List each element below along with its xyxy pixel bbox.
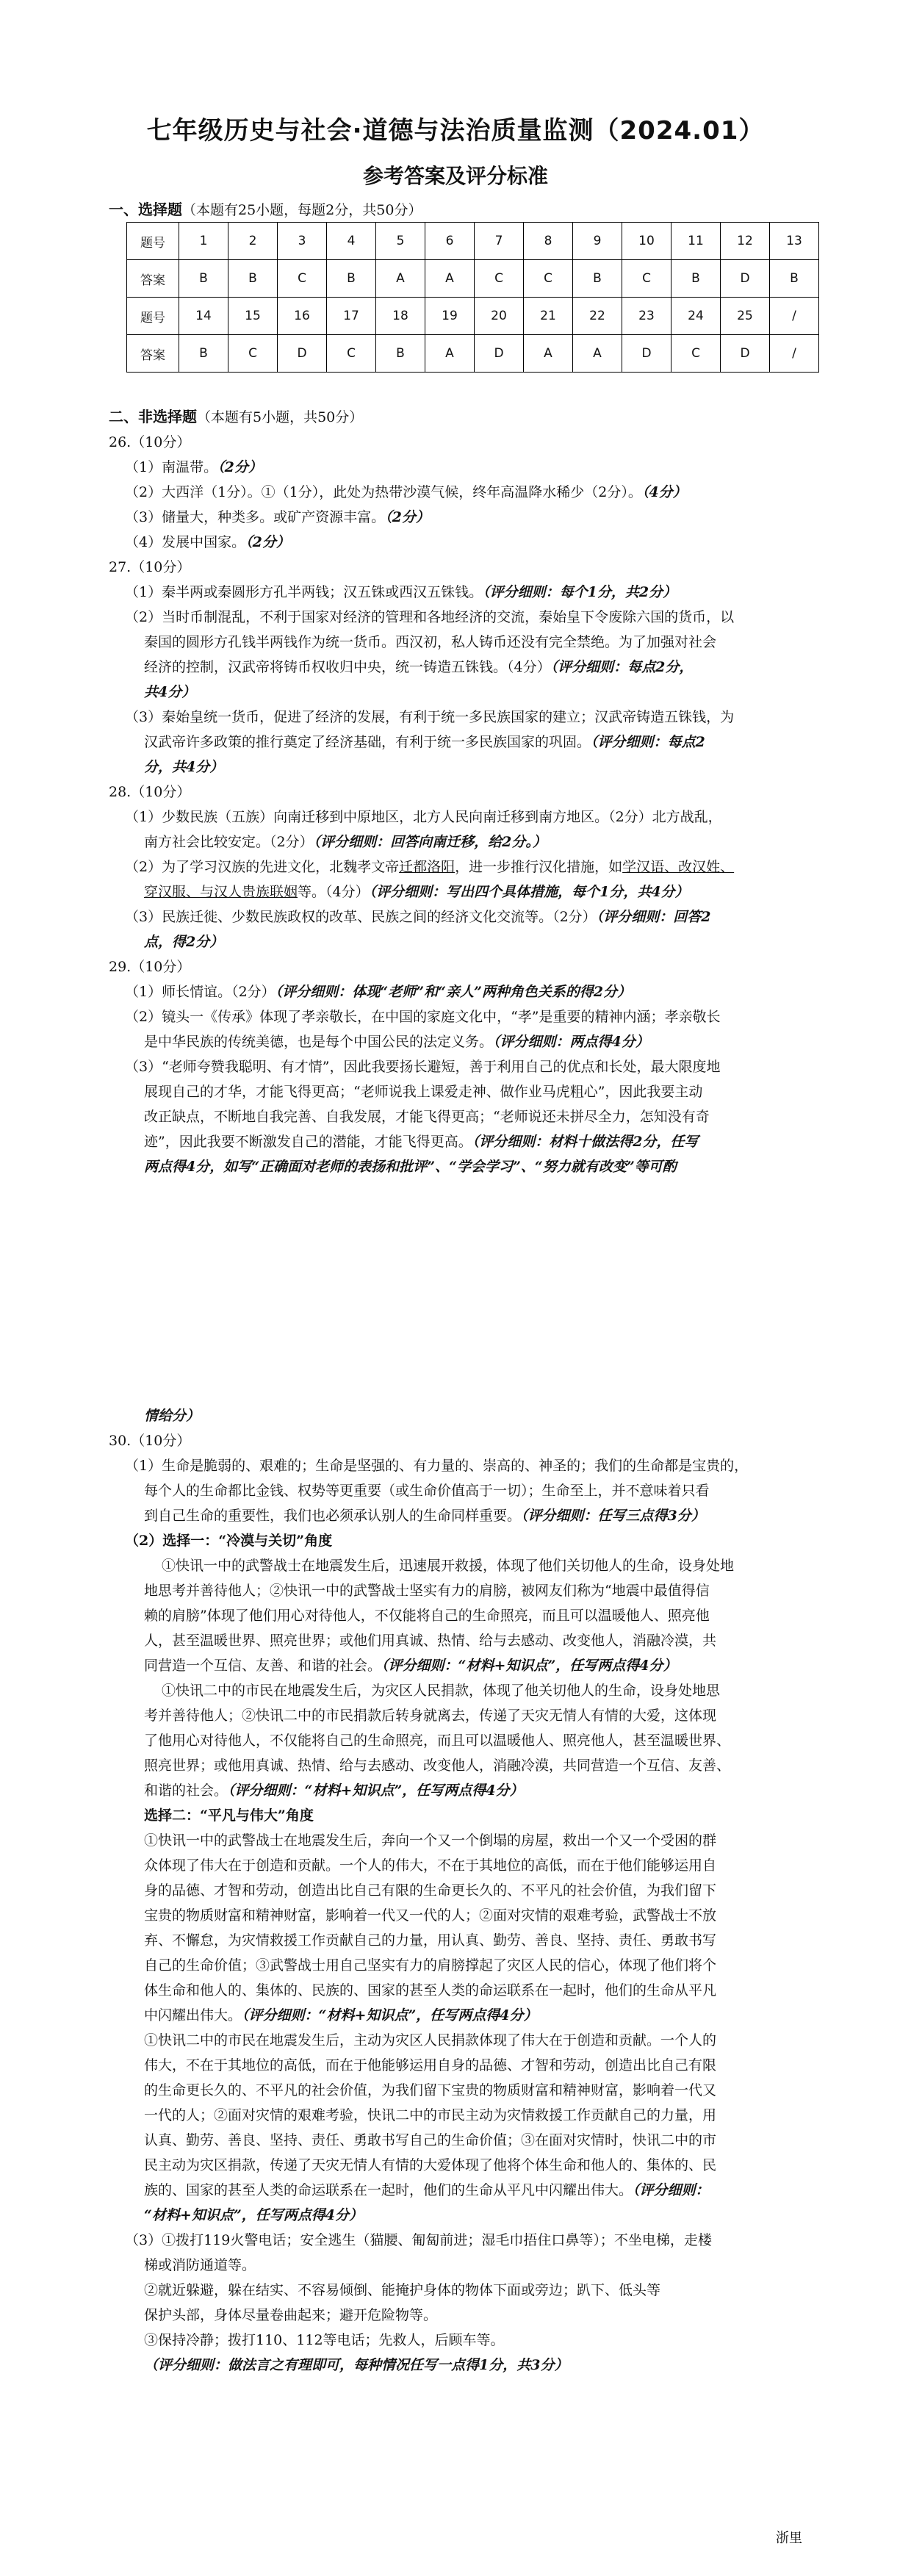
- answer-text: 迹”，因此我要不断激发自己的潜能，才能飞得更高。: [144, 1134, 472, 1150]
- table-cell: C: [228, 335, 278, 373]
- table-cell: 10: [622, 223, 671, 260]
- score-note: （评分细则：体现“老师”和“亲人”两种角色关系的得2分）: [275, 984, 632, 1000]
- answer-line: [109, 830, 807, 855]
- table-cell: D: [475, 335, 524, 373]
- section2-title: 二、非选择题: [109, 408, 197, 425]
- table-cell: B: [179, 260, 228, 298]
- answer-line: [109, 2003, 807, 2028]
- table-cell: /: [770, 335, 819, 373]
- table-cell: 19: [425, 298, 475, 335]
- answer-line: [109, 879, 807, 904]
- score-note: （评分细则：“材料+知识点”，任写两点得4分）: [381, 1658, 677, 1674]
- answer-line: 众体现了伟大在于创造和贡献。一个人的伟大，不在于其地位的高低，而在于他们能够运用自: [144, 1857, 717, 1874]
- score-note: （2分）: [385, 509, 430, 525]
- score-note: （评分细则：做法言之有理即可，每种情况任写一点得1分，共3分）: [144, 2357, 569, 2373]
- score-note: “材料+知识点”，任写两点得4分）: [144, 2207, 363, 2223]
- table-row: [127, 223, 819, 260]
- table-cell: 4: [327, 223, 376, 260]
- answer-text: （3）民族迁徙、少数民族政权的改革、民族之间的经济文化交流等。（2分）: [125, 909, 597, 925]
- table-cell: C: [327, 335, 376, 373]
- answer-line: （3）“老师夸赞我聪明、有才情”，因此我要扬长避短，善于利用自己的优点和长处，最大限度地: [125, 1059, 721, 1075]
- table-cell: 22: [573, 298, 622, 335]
- answer-line: 了他用心对待他人，不仅能将自己的生命照亮，而且可以温暖他人、照亮他人，甚至温暖世界、: [144, 1733, 731, 1749]
- table-cell: B: [327, 260, 376, 298]
- table-cell: C: [671, 335, 721, 373]
- table-cell: B: [573, 260, 622, 298]
- table-cell: 7: [475, 223, 524, 260]
- table-cell: 18: [376, 298, 425, 335]
- answer-text: （2）大西洋（1分）。①（1分），此处为热带沙漠气候，终年高温降水稀少（2分）。: [125, 484, 642, 500]
- answer-line: [109, 455, 807, 480]
- answer-text: 到自己生命的重要性，我们也必须承认别人的生命同样重要。: [144, 1508, 522, 1524]
- section2-note: （本题有5小题，共50分）: [197, 409, 364, 425]
- answer-line: [109, 1778, 807, 1803]
- answer-line: [109, 1029, 807, 1054]
- answer-line: [109, 904, 807, 929]
- answer-line: 的生命更长久的、不平凡的社会价值，为我们留下宝贵的物质财富和精神财富，影响着一代又: [144, 2082, 717, 2098]
- table-cell: 3: [278, 223, 327, 260]
- table-cell: A: [425, 335, 475, 373]
- q26-head: 26.（10分）: [109, 434, 191, 450]
- q28-head: 28.（10分）: [109, 784, 191, 800]
- answer-text: （1）南温带。: [125, 459, 218, 475]
- table-cell: A: [573, 335, 622, 373]
- answer-line: 考并善待他人；②快讯二中的市民捐款后转身就离去，传递了天灾无情人有情的大爱，这体现: [144, 1708, 717, 1724]
- answer-line: 梯或消防通道等。: [144, 2257, 256, 2273]
- score-note: （评分细则：回答向南迁移，给2分。）: [313, 834, 547, 850]
- answer-text: （4）发展中国家。: [125, 534, 246, 550]
- table-cell: 题号: [127, 223, 179, 260]
- table-cell: B: [770, 260, 819, 298]
- table-cell: 23: [622, 298, 671, 335]
- table-cell: C: [278, 260, 327, 298]
- score-note: （4分）: [641, 484, 687, 500]
- footer-mark: 浙里: [776, 2530, 802, 2546]
- answer-text: 南方社会比较安定。（2分）: [144, 834, 314, 850]
- answer-line: 地思考并善待他人；②快讯一中的武警战士坚实有力的肩膀，被网友们称为“地震中最值得信: [144, 1583, 710, 1599]
- page-subtitle: 参考答案及评分标准: [362, 164, 548, 188]
- q27-head: 27.（10分）: [109, 559, 191, 575]
- score-note: （评分细则：每个1分，共2分）: [483, 584, 677, 600]
- answer-line: （1）生命是脆弱的、艰难的；生命是坚强的、有力量的、崇高的、神圣的；我们的生命都是宝贵的，: [125, 1458, 749, 1474]
- answer-text: ，进一步推行汉化措施，如: [455, 859, 623, 875]
- answer-line: 认真、勤劳、善良、坚持、责任、勇敢书写自己的生命价值；③在面对灾情时，快讯二中的市: [144, 2132, 717, 2148]
- answer-line: 秦国的圆形方孔钱半两钱作为统一货币。西汉初，私人铸币还没有完全禁绝。为了加强对社会: [144, 634, 717, 650]
- score-note: （评分细则：两点得4分）: [493, 1034, 649, 1050]
- answer-line: [109, 655, 807, 680]
- table-cell: C: [475, 260, 524, 298]
- answer-line: 照亮世界；或他用真诚、热情、给与去感动、改变他人，消融冷漠，共同营造一个互信、友善、: [144, 1757, 731, 1774]
- table-cell: 25: [721, 298, 770, 335]
- answer-line: 自己的生命价值；③武警战士用自己坚实有力的肩膀撑起了灾区人民的信心，体现了他们将个: [144, 1957, 717, 1974]
- answer-text: 等。（4分）: [298, 884, 370, 900]
- answer-line: ③保持冷静；拨打110、112等电话；先救人，后顾车等。: [144, 2332, 505, 2348]
- table-cell: 14: [179, 298, 228, 335]
- answer-line: [109, 855, 807, 879]
- score-note: （2分）: [217, 459, 262, 475]
- table-cell: C: [524, 260, 573, 298]
- answer-line: （3）秦始皇统一货币，促进了经济的发展，有利于统一多民族国家的建立；汉武帝铸造五铢钱，为: [125, 709, 735, 725]
- answer-line: 保护头部，身体尽量卷曲起来；避开危险物等。: [144, 2307, 438, 2323]
- option-label: （2）选择一：“冷漠与关切”角度: [125, 1533, 333, 1549]
- answer-text: 是中华民族的传统美德，也是每个中国公民的法定义务。: [144, 1034, 494, 1050]
- answer-text: （3）储量大，种类多。或矿产资源丰富。: [125, 509, 386, 525]
- answer-text: （1）师长情谊。（2分）: [125, 984, 276, 1000]
- section2: [109, 404, 807, 1179]
- score-note: （评分细则：任写三点得3分）: [521, 1508, 705, 1524]
- answer-line: ①快讯一中的武警战士在地震发生后，迅速展开救援，体现了他们关切他人的生命，设身处地: [162, 1558, 735, 1574]
- table-cell: A: [376, 260, 425, 298]
- table-cell: 答案: [127, 260, 179, 298]
- answer-line: （1）少数民族（五族）向南迁移到中原地区，北方人民向南迁移到南方地区。（2分）北方战乱，: [125, 809, 722, 825]
- score-note: （评分细则：写出四个具体措施，每个1分，共4分）: [369, 884, 689, 900]
- table-cell: B: [671, 260, 721, 298]
- score-note: 两点得4分，如写“正确面对老师的表扬和批评”、“学会学习”、“努力就有改变”等可酌: [144, 1159, 677, 1175]
- section2-heading: [109, 404, 807, 430]
- table-cell: 答案: [127, 335, 179, 373]
- section1-note: （本题有25小题，每题2分，共50分）: [182, 202, 422, 218]
- underlined-text: 穿汉服、与汉人贵族联姻: [144, 884, 298, 900]
- answer-line: 改正缺点，不断地自我完善、自我发展，才能飞得更高；“老师说还未拼尽全力，怎知没有奇: [144, 1109, 710, 1125]
- table-cell: B: [376, 335, 425, 373]
- answer-line: [109, 480, 807, 505]
- table-cell: 题号: [127, 298, 179, 335]
- section2-continued: [109, 1403, 807, 2378]
- answer-text: 经济的控制，汉武帝将铸币权收归中央，统一铸造五铢钱。（4分）: [144, 659, 551, 675]
- answer-text: 同营造一个互信、友善、和谐的社会。: [144, 1658, 382, 1674]
- answer-line: （3）①拨打119火警电话；安全逃生（猫腰、匍匐前进；湿毛巾捂住口鼻等）；不坐电梯，走楼: [125, 2232, 712, 2248]
- answer-line: 体生命和他人的、集体的、民族的、国家的甚至人类的命运联系在一起时，他们的生命从平凡: [144, 1982, 717, 1998]
- answer-text: 族的、国家的甚至人类的命运联系在一起时，他们的生命从平凡中闪耀出伟大。: [144, 2182, 633, 2198]
- answer-line: [109, 2178, 807, 2203]
- score-note: （评分细则：每点2分，: [550, 659, 694, 675]
- answer-line: [109, 1503, 807, 1528]
- answer-line: [109, 1653, 807, 1678]
- score-note: 点，得2分）: [144, 934, 224, 950]
- score-note: （评分细则：“材料+知识点”，任写两点得4分）: [242, 2007, 538, 2023]
- answer-line: [109, 730, 807, 755]
- score-note: 分，共4分）: [144, 759, 224, 775]
- answer-line: 赖的肩膀”体现了他们用心对待他人，不仅能将自己的生命照亮，而且可以温暖他人、照亮他: [144, 1608, 710, 1624]
- answer-line: [109, 505, 807, 530]
- table-row: [127, 335, 819, 373]
- answer-line: 伟大，不在于其地位的高低，而在于他能够运用自身的品德、才智和劳动，创造出比自己有限: [144, 2057, 717, 2073]
- table-cell: D: [721, 335, 770, 373]
- table-cell: 11: [671, 223, 721, 260]
- answer-line: 展现自己的才华，才能飞得更高；“老师说我上课爱走神、做作业马虎粗心”，因此我要主动: [144, 1084, 703, 1100]
- answer-line: [109, 979, 807, 1004]
- score-note: （2分）: [245, 534, 290, 550]
- answer-line: 身的品德、才智和劳动，创造出比自己有限的生命更长久的、不平凡的社会价值，为我们留下: [144, 1882, 717, 1899]
- answer-line: [109, 1129, 807, 1154]
- answer-line: 弃、不懈怠，为灾情救援工作贡献自己的力量，用认真、勤劳、善良、坚持、责任、勇敢书写: [144, 1932, 717, 1949]
- table-cell: 17: [327, 298, 376, 335]
- answer-line: ①快讯一中的武警战士在地震发生后，奔向一个又一个倒塌的房屋，救出一个又一个受困的群: [144, 1832, 717, 1849]
- section1-heading: [109, 197, 807, 223]
- table-cell: D: [721, 260, 770, 298]
- underlined-text: 学汉语、改汉姓、: [622, 859, 735, 875]
- table-cell: 15: [228, 298, 278, 335]
- answer-line: 宝贵的物质财富和精神财富，影响着一代又一代的人；②面对灾情的艰难考验，武警战士不放: [144, 1907, 717, 1924]
- answer-line: ①快讯二中的市民在地震发生后，主动为灾区人民捐款体现了伟大在于创造和贡献。一个人的: [144, 2032, 717, 2048]
- answer-text: 汉武帝许多政策的推行奠定了经济基础，有利于统一多民族国家的巩固。: [144, 734, 591, 750]
- answer-line: 一代的人；②面对灾情的艰难考验，快讯二中的市民主动为灾情救援工作贡献自己的力量，用: [144, 2107, 717, 2123]
- table-cell: D: [622, 335, 671, 373]
- q29-head: 29.（10分）: [109, 959, 191, 975]
- table-cell: 20: [475, 298, 524, 335]
- answer-line: （2）当时币制混乱，不利于国家对经济的管理和各地经济的交流，秦始皇下令废除六国的货币，以: [125, 609, 735, 625]
- table-cell: 16: [278, 298, 327, 335]
- table-cell: 8: [524, 223, 573, 260]
- table-cell: 2: [228, 223, 278, 260]
- answer-text: （2）为了学习汉族的先进文化，北魏孝文帝: [125, 859, 400, 875]
- score-note: （评分细则：“材料+知识点”，任写两点得4分）: [228, 1782, 524, 1799]
- answer-line: 每个人的生命都比金钱、权势等更重要（或生命价值高于一切）；生命至上，并不意味着只看: [144, 1483, 710, 1499]
- table-cell: B: [179, 335, 228, 373]
- answer-text: （1）秦半两或秦圆形方孔半两钱；汉五铢或西汉五铢钱。: [125, 584, 483, 600]
- answer-table: [126, 222, 819, 373]
- table-cell: B: [228, 260, 278, 298]
- table-cell: A: [524, 335, 573, 373]
- score-note: （评分细则：回答2: [596, 909, 711, 925]
- underlined-text: 迁都洛阳: [399, 859, 455, 875]
- table-cell: 21: [524, 298, 573, 335]
- table-row: [127, 260, 819, 298]
- page-title: 七年级历史与社会·道德与法治质量监测（2024.01）: [146, 116, 765, 145]
- score-note: 情给分）: [144, 1408, 201, 1424]
- score-note: （评分细则：材料十做法得2分，任写: [472, 1134, 699, 1150]
- table-row: [127, 298, 819, 335]
- table-cell: 5: [376, 223, 425, 260]
- table-cell: 1: [179, 223, 228, 260]
- table-cell: 9: [573, 223, 622, 260]
- score-note: （评分细则：每点2: [591, 734, 705, 750]
- answer-line: [109, 580, 807, 605]
- q30-head: 30.（10分）: [109, 1433, 191, 1449]
- answer-text: 中闪耀出伟大。: [144, 2007, 242, 2023]
- answer-text: 和谐的社会。: [144, 1782, 228, 1799]
- table-cell: /: [770, 298, 819, 335]
- table-cell: 24: [671, 298, 721, 335]
- section1-title: 一、选择题: [109, 201, 182, 218]
- table-cell: 6: [425, 223, 475, 260]
- answer-line: ②就近躲避，躲在结实、不容易倾倒、能掩护身体的物体下面或旁边；趴下、低头等: [144, 2282, 661, 2298]
- table-cell: 13: [770, 223, 819, 260]
- table-cell: D: [278, 335, 327, 373]
- score-note: （评分细则：: [633, 2182, 710, 2198]
- score-note: 共4分）: [144, 684, 196, 700]
- table-cell: A: [425, 260, 475, 298]
- answer-line: ①快讯二中的市民在地震发生后，为灾区人民捐款，体现了他关切他人的生命，设身处地思: [162, 1683, 721, 1699]
- answer-line: 人，甚至温暖世界、照亮世界；或他们用真诚、热情、给与去感动、改变他人，消融冷漠，共: [144, 1633, 717, 1649]
- table-cell: C: [622, 260, 671, 298]
- answer-line: 民主动为灾区捐款，传递了天灾无情人有情的大爱体现了他将个体生命和他人的、集体的、民: [144, 2157, 717, 2173]
- table-cell: 12: [721, 223, 770, 260]
- answer-line: （2）镜头一《传承》体现了孝亲敬长，在中国的家庭文化中，“孝”是重要的精神内涵；孝亲敬长: [125, 1009, 721, 1025]
- option-label: 选择二：“平凡与伟大”角度: [144, 1807, 314, 1824]
- answer-line: [109, 530, 807, 555]
